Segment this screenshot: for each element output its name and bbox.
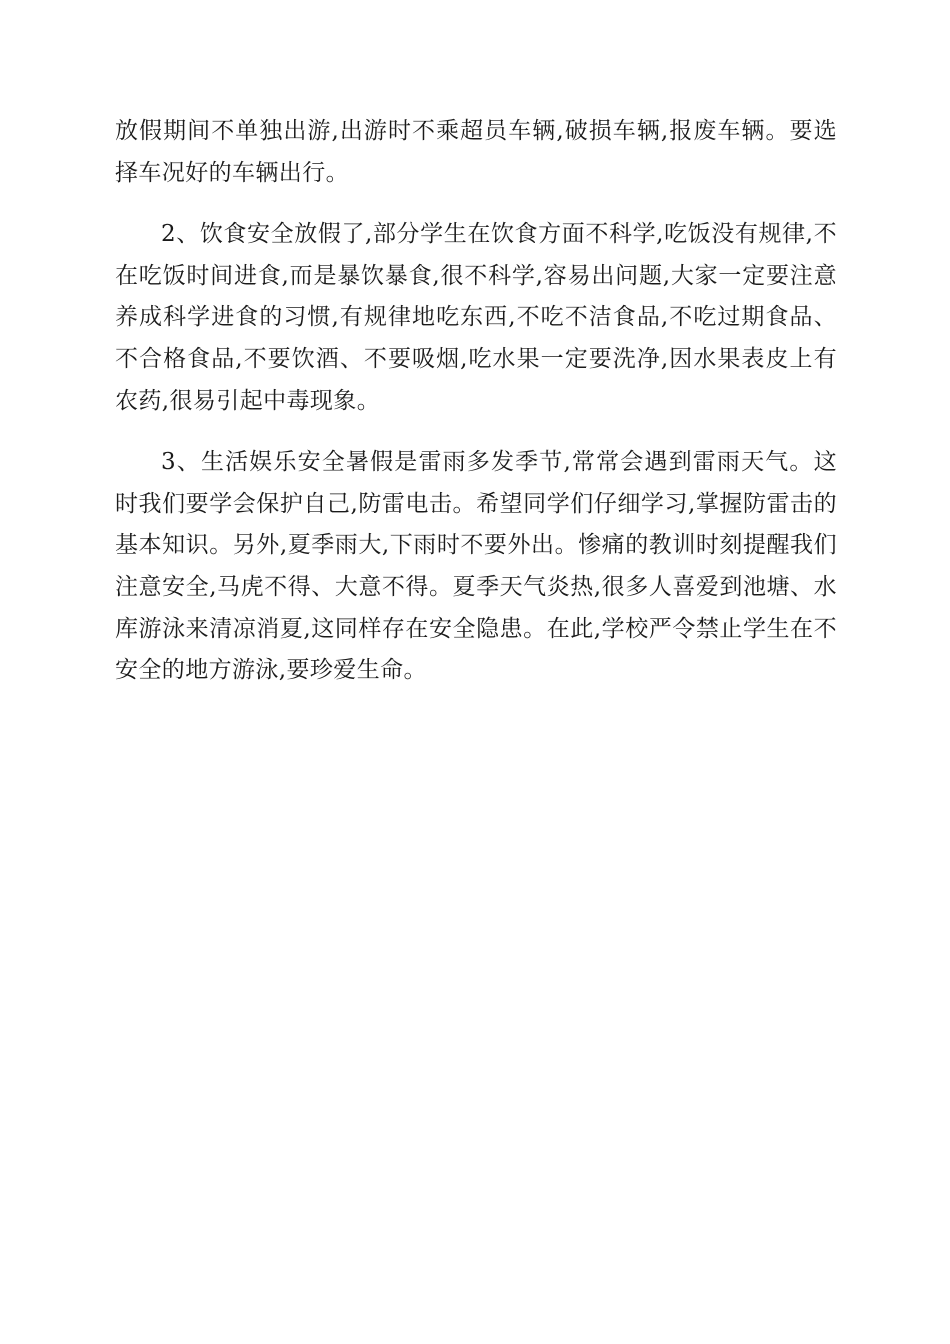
paragraph-recreation-safety: 3、生活娱乐安全暑假是雷雨多发季节,常常会遇到雷雨天气。这时我们要学会保护自己,防雷电击。希望同学们仔细学习,掌握防雷击的基本知识。另外,夏季雨大,下雨时不要外出。惨痛的教训时刻提醒我们注意安全,马虎不得、大意不得。夏季天气炎热,很多人喜爱到池塘、水库游泳来清凉消夏,这同样存在安全隐患。在此,学校严令禁止学生在不安全的地方游泳,要珍爱生命。: [115, 449, 837, 684]
document-body: [115, 111, 837, 692]
paragraph-food-safety: 2、饮食安全放假了,部分学生在饮食方面不科学,吃饭没有规律,不在吃饭时间进食,而是暴饮暴食,很不科学,容易出问题,大家一定要注意养成科学进食的习惯,有规律地吃东西,不吃不洁食品,不吃过期食品、不合格食品,不要饮酒、不要吸烟,吃水果一定要洗净,因水果表皮上有农药,很易引起中毒现象。: [115, 221, 837, 414]
paragraph-travel-safety: 放假期间不单独出游,出游时不乘超员车辆,破损车辆,报废车辆。要选择车况好的车辆出行。: [115, 118, 837, 186]
